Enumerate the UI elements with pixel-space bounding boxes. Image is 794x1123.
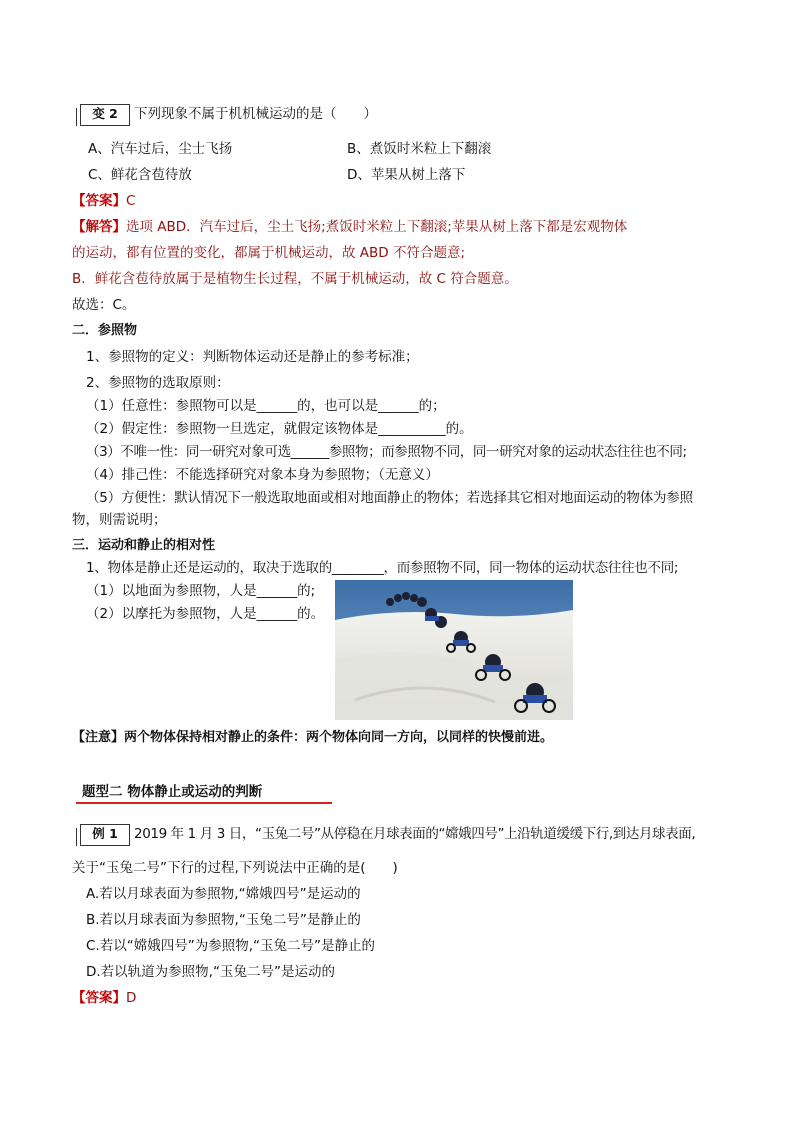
example-1-option-a: A.若以月球表面为参照物,“嫦娥四号”是运动的 — [86, 886, 361, 902]
section-2-item-1: 1、参照物的定义：判断物体运动还是静止的参考标准； — [86, 349, 419, 365]
analysis-label: 【解答】 — [72, 219, 126, 235]
motocross-jump-photo — [335, 580, 573, 720]
variant-2-answer — [72, 191, 135, 211]
variant-2-tag: 变 2 — [80, 104, 130, 126]
type-2-heading: 题型二 物体静止或运动的判断 — [82, 784, 263, 800]
section-2-sub-5a: （5）方便性：默认情况下一般选取地面或相对地面静止的物体；若选择其它相对地面运动的物体为参照 — [86, 490, 693, 506]
example-1-answer — [72, 988, 136, 1008]
section-2-sub-3: （3）不唯一性：同一研究对象可选______参照物；而参照物不同，同一研究对象的运动状态往往也不同; — [86, 444, 687, 460]
section-3-item-1: 1、物体是静止还是运动的，取决于选取的________，而参照物不同，同一物体的运动状态往往也不同; — [86, 560, 679, 576]
variant-2-conclusion: 故选：C。 — [72, 297, 136, 313]
section-2-sub-5b: 物，则需说明； — [72, 512, 167, 528]
example-1-tag: 例 1 — [80, 824, 130, 846]
analysis-text-1: 选项 ABD．汽车过后，尘土飞扬;煮饭时米粒上下翻滚;苹果从树上落下都是宏观物体 — [126, 219, 628, 235]
variant-2-option-a: A、汽车过后，尘士飞扬 — [88, 141, 233, 157]
section-3-note: 【注意】两个物体保持相对静止的条件：两个物体向同一方向，以同样的快慢前进。 — [72, 730, 554, 745]
section-2-sub-2: （2）假定性：参照物一旦选定，就假定该物体是__________的。 — [86, 421, 473, 437]
answer-value: C — [126, 193, 136, 209]
variant-2-option-d: D、苹果从树上落下 — [347, 167, 466, 183]
section-2-sub-1: （1）任意性：参照物可以是______的，也可以是______的； — [86, 398, 446, 414]
example-1-option-c: C.若以“嫦娥四号”为参照物,“玉兔二号”是静止的 — [86, 938, 375, 954]
variant-2-option-c: C、鲜花含苞待放 — [88, 167, 192, 183]
example-1-option-b: B.若以月球表面为参照物,“玉兔二号”是静止的 — [86, 912, 361, 928]
example-1-answer-label: 【答案】 — [72, 990, 126, 1006]
section-3-sub-1: （1）以地面为参照物，人是______的; — [86, 583, 316, 599]
variant-2-analysis-line-3: B．鲜花含苞待放属于是植物生长过程，不属于机械运动，故 C 符合题意。 — [72, 271, 518, 287]
section-2-sub-4: （4）排己性：不能选择研究对象本身为参照物；（无意义） — [86, 467, 439, 483]
section-2-item-2: 2、参照物的选取原则： — [86, 375, 230, 391]
variant-2-analysis-line-1 — [72, 217, 627, 237]
variant-2-option-b: B、煮饭时米粒上下翻滚 — [347, 141, 492, 157]
example-1-option-d: D.若以轨道为参照物,“玉兔二号”是运动的 — [86, 964, 335, 980]
example-1-stem-line-1: 2019 年 1 月 3 日，“玉兔二号”从停稳在月球表面的“嫦娥四号”上沿轨道缓缓下行,到达月球表面, — [134, 826, 696, 842]
example-1-answer-value: D — [126, 990, 137, 1006]
variant-2-analysis-line-2: 的运动，都有位置的变化，都属于机械运动，故 ABD 不符合题意; — [72, 245, 466, 261]
variant-2-stem: 下列现象不属于机机械运动的是（ ） — [134, 106, 377, 122]
example-1-stem-line-2: 关于“玉兔二号”下行的过程,下列说法中正确的是( ) — [72, 860, 398, 876]
section-3-sub-2: （2）以摩托为参照物，人是______的。 — [86, 606, 325, 622]
section-2-title: 二．参照物 — [72, 323, 138, 338]
type-2-heading-underline — [76, 802, 332, 804]
section-3-title: 三．运动和静止的相对性 — [72, 538, 216, 553]
motocross-photo-svg — [335, 580, 573, 720]
answer-label: 【答案】 — [72, 193, 126, 209]
